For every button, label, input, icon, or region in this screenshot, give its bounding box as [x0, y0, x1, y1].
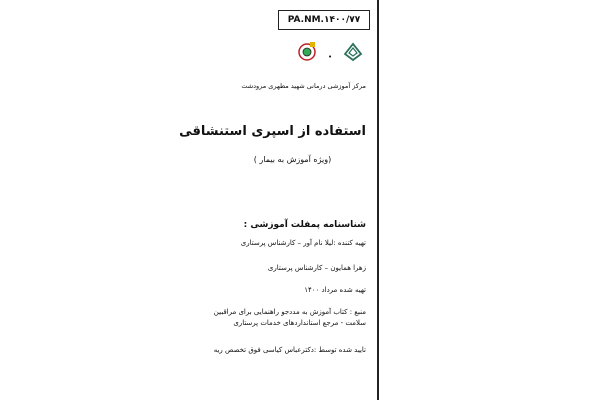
logos	[280, 38, 370, 66]
center-name: مرکز آموزشی درمانی شهید مطهری مرودشت	[241, 82, 366, 90]
approval-line: تایید شده توسط :دکترعباس کیاسی فوق تخصص ریه	[213, 346, 366, 354]
author-line-1: تهیه کننده :لیلا نام آور – کارشناس پرستاری	[240, 239, 366, 247]
date-line: تهیه شده مرداد ۱۴۰۰	[304, 286, 366, 294]
document-code: PA.NM.۱۴۰۰/۷۷	[278, 10, 370, 30]
separator-dot: •	[328, 53, 333, 61]
university-logo	[342, 40, 364, 62]
document-title: استفاده از اسپری استنشاقی	[179, 124, 366, 139]
author-line-2: زهرا همایون – کارشناس پرستاری	[267, 264, 366, 272]
source-line-2: سلامت - مرجع استانداردهای خدمات پرستاری	[233, 319, 366, 327]
source-line-1: منبع : کتاب آموزش به مددجو راهنمایی برای مراقبین	[213, 308, 366, 316]
document-subtitle: (ویژه آموزش به بیمار )	[253, 155, 332, 164]
hospital-logo	[296, 40, 318, 62]
section-heading: شناسنامه پمفلت آموزشی :	[243, 220, 366, 230]
